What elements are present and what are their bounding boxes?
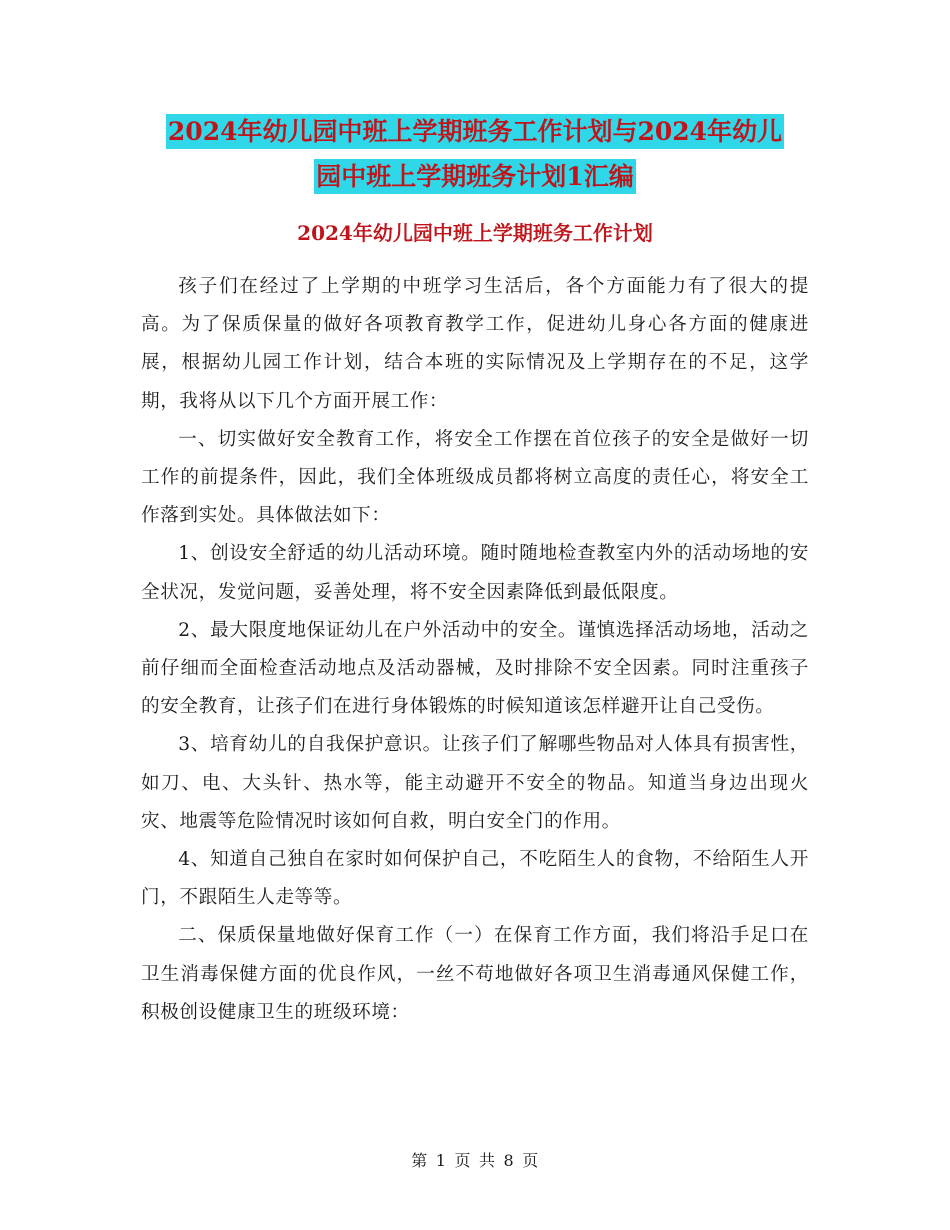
title-highlight-1: 2024年幼儿园中班上学期班务工作计划与2024年幼儿 — [166, 114, 784, 149]
footer-prefix: 第 — [411, 1151, 428, 1170]
paragraph: 一、切实做好安全教育工作，将安全工作摆在首位孩子的安全是做好一切工作的前提条件，因此，我们全体班级成员都将树立高度的责任心，将安全工作落到实处。具体做法如下： — [141, 428, 809, 527]
paragraph: 孩子们在经过了上学期的中班学习生活后，各个方面能力有了很大的提高。为了保质保量的做好各项教育教学工作，促进幼儿身心各方面的健康进展，根据幼儿园工作计划，结合本班的实际情况及上学期存在的不足，这学期，我将从以下几个方面开展工作： — [141, 276, 809, 412]
paragraph: 1、创设安全舒适的幼儿活动环境。随时随地检查教室内外的活动场地的安全状况，发觉问题，妥善处理，将不安全因素降低到最低限度。 — [141, 543, 809, 603]
paragraph: 2、最大限度地保证幼儿在户外活动中的安全。谨慎选择活动场地，活动之前仔细而全面检查活动地点及活动器械，及时排除不安全因素。同时注重孩子的安全教育，让孩子们在进行身体锻炼的时候知道该怎样避开让自己受伤。 — [141, 619, 809, 718]
title-highlight-2: 园中班上学期班务计划1汇编 — [314, 159, 635, 194]
paragraph: 3、培育幼儿的自我保护意识。让孩子们了解哪些物品对人体具有损害性，如刀、电、大头针、热水等，能主动避开不安全的物品。知道当身边出现火灾、地震等危险情况时该如何自救，明白安全门的作用。 — [141, 734, 809, 832]
document-title-line-2 — [0, 151, 950, 203]
page-footer — [0, 1150, 950, 1172]
section-title: 2024年幼儿园中班上学期班务工作计划 — [297, 221, 653, 245]
footer-total-pages: 8 — [503, 1151, 515, 1170]
footer-page-label: 页 — [454, 1151, 471, 1170]
paragraph: 二、保质保量地做好保育工作（一）在保育工作方面，我们将沿手足口在卫生消毒保健方面的优良作风，一丝不苟地做好各项卫生消毒通风保健工作，积极创设健康卫生的班级环境： — [141, 925, 809, 1023]
footer-total-label: 共 — [479, 1151, 496, 1170]
footer-suffix: 页 — [522, 1151, 539, 1170]
paragraph: 4、知道自己独自在家时如何保护自己，不吃陌生人的食物，不给陌生人开门，不跟陌生人走等等。 — [141, 849, 809, 909]
document-body — [141, 268, 809, 1032]
footer-current-page: 1 — [435, 1151, 447, 1170]
